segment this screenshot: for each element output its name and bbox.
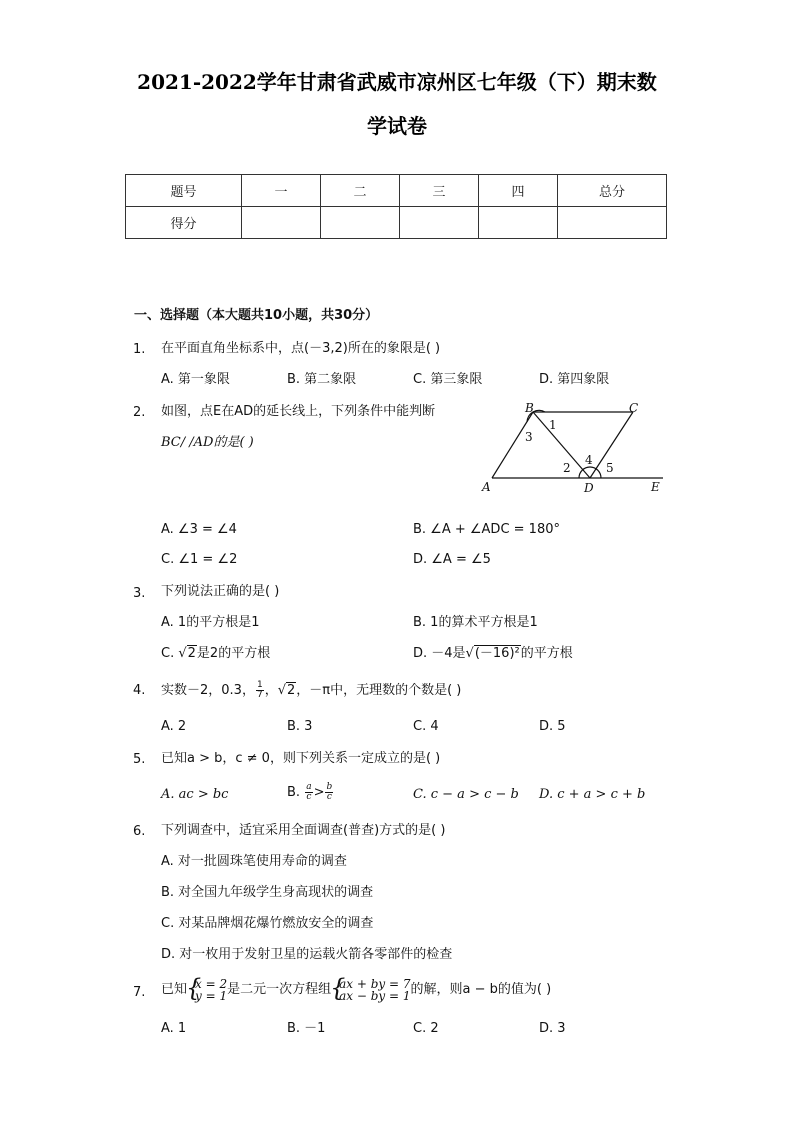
- stem-part-1: 实数－2，0.3，: [161, 683, 255, 698]
- fraction-denominator: c: [326, 792, 332, 802]
- score-cell-3[interactable]: [400, 207, 479, 239]
- option-a[interactable]: A. 对一批圆珠笔使用寿命的调查: [161, 854, 347, 869]
- sqrt-sign: √: [178, 646, 187, 661]
- option-d[interactable]: D. 3: [539, 1021, 566, 1036]
- exam-title-line1: 2021-2022学年甘肃省武威市凉州区七年级（下）期末数: [137, 70, 657, 94]
- fraction-denominator: c: [306, 792, 312, 802]
- stem-mid: 是二元一次方程组: [227, 982, 332, 997]
- sqrt-sign: √: [465, 646, 474, 661]
- question-stem: 已知a > b，c ≠ 0，则下列关系一定成立的是( ): [161, 751, 441, 766]
- angle-label-1: 1: [549, 418, 557, 432]
- header-cell-1: 一: [242, 175, 321, 207]
- option-c[interactable]: C. 第三象限: [413, 372, 483, 387]
- option-c[interactable]: C. ∠1 = ∠2: [161, 552, 238, 567]
- score-cell-total[interactable]: [558, 207, 667, 239]
- question-stem: [161, 973, 552, 1004]
- option-c[interactable]: C. 4: [413, 719, 439, 734]
- option-b[interactable]: B. ∠A + ∠ADC = 180°: [413, 522, 560, 537]
- option-a[interactable]: A. ac > bc: [161, 787, 229, 802]
- option-a[interactable]: A. ∠3 = ∠4: [161, 522, 237, 537]
- solution-x: x = 2: [195, 976, 228, 991]
- score-cell-4[interactable]: [479, 207, 558, 239]
- question-stem: 在平面直角坐标系中，点(－3,2)所在的象限是( ): [161, 341, 441, 356]
- score-cell-1[interactable]: [242, 207, 321, 239]
- left-brace: {: [330, 973, 346, 1002]
- header-cell-total: 总分: [558, 175, 667, 207]
- angle-label-4: 4: [585, 453, 593, 467]
- line-bd: [533, 412, 590, 478]
- question-number: 3.: [133, 586, 146, 601]
- question-stem-line2: BC/ /AD的是( ): [161, 435, 254, 450]
- solution-y: y = 1: [195, 988, 228, 1003]
- stem-post: 的解，则a − b的值为( ): [410, 982, 552, 997]
- equation-system: [330, 973, 411, 1003]
- equation-1: ax + by = 7: [339, 976, 411, 991]
- angle-label-3: 3: [525, 430, 533, 444]
- option-c[interactable]: C. 2: [413, 1021, 439, 1036]
- option-a[interactable]: A. 2: [161, 719, 187, 734]
- label-c: C: [629, 401, 639, 415]
- header-cell-3: 三: [400, 175, 479, 207]
- option-b[interactable]: [287, 783, 334, 802]
- angle-label-5: 5: [606, 461, 614, 475]
- label-e: E: [651, 480, 660, 494]
- option-d-label: D. －4是: [413, 646, 466, 661]
- option-c[interactable]: [161, 645, 270, 663]
- score-table-score-row: [126, 207, 667, 239]
- question-stem: 下列说法正确的是( ): [161, 584, 280, 599]
- question-number: 2.: [133, 405, 146, 420]
- exam-title-line2: 学试卷: [367, 114, 427, 138]
- label-a: A: [482, 480, 491, 494]
- option-d-tail: 的平方根: [520, 646, 573, 661]
- label-b: B: [525, 401, 534, 415]
- stem-part-3: ，－π中，无理数的个数是( ): [296, 683, 462, 698]
- fraction-a-over-c: [305, 783, 312, 802]
- greater-than: >: [313, 785, 325, 800]
- angle-label-2: 2: [563, 461, 571, 475]
- left-brace: {: [186, 973, 202, 1002]
- header-cell-2: 二: [321, 175, 400, 207]
- option-d[interactable]: D. 对一枚用于发射卫星的运载火箭各零部件的检查: [161, 947, 453, 962]
- question-stem: 下列调查中，适宜采用全面调查(普查)方式的是( ): [161, 823, 446, 838]
- header-cell-4: 四: [479, 175, 558, 207]
- option-c-tail: 是2的平方根: [196, 646, 271, 661]
- question-stem-line1: 如图，点E在AD的延长线上，下列条件中能判断: [161, 404, 436, 419]
- score-table-header-row: [126, 175, 667, 207]
- fraction-one-seventh: [256, 681, 264, 700]
- option-b[interactable]: B. 3: [287, 719, 313, 734]
- option-d[interactable]: D. ∠A = ∠5: [413, 552, 491, 567]
- fraction-numerator: 1: [256, 680, 263, 690]
- fraction-b-over-c: [325, 783, 333, 802]
- equation-2: ax − by = 1: [339, 988, 411, 1003]
- label-d: D: [584, 481, 594, 495]
- header-cell-question-no: 题号: [126, 175, 242, 207]
- option-d[interactable]: D. c + a > c + b: [539, 787, 646, 802]
- question-number: 4.: [133, 683, 146, 698]
- option-b[interactable]: B. 1的算术平方根是1: [413, 615, 538, 630]
- option-c[interactable]: C. c − a > c − b: [413, 787, 519, 802]
- option-a[interactable]: A. 1的平方根是1: [161, 615, 260, 630]
- section-heading: 一、选择题（本大题共10小题，共30分）: [134, 308, 379, 323]
- option-b-label: B.: [287, 785, 305, 800]
- score-row-label: 得分: [126, 207, 242, 239]
- stem-pre: 已知: [161, 982, 188, 997]
- parallelogram-figure: [478, 398, 668, 496]
- radicand: 2: [187, 646, 196, 661]
- option-c[interactable]: C. 对某品牌烟花爆竹燃放安全的调查: [161, 916, 374, 931]
- sqrt-sign: √: [277, 683, 286, 698]
- question-number: 6.: [133, 824, 146, 839]
- question-number: 7.: [133, 985, 146, 1000]
- option-b[interactable]: B. 对全国九年级学生身高现状的调查: [161, 885, 374, 900]
- stem-part-2: ，: [264, 683, 278, 698]
- option-a[interactable]: A. 1: [161, 1021, 187, 1036]
- fraction-numerator: a: [306, 782, 312, 792]
- question-number: 5.: [133, 752, 146, 767]
- question-stem: [161, 681, 461, 700]
- solution-system: [186, 973, 228, 1003]
- score-table: [125, 174, 667, 239]
- option-c-label: C.: [161, 646, 179, 661]
- option-d[interactable]: D. 5: [539, 719, 566, 734]
- option-d[interactable]: D. 第四象限: [539, 372, 610, 387]
- question-number: 1.: [133, 342, 146, 357]
- radicand: (－16)²: [474, 646, 520, 661]
- fraction-denominator: 7: [256, 690, 263, 700]
- score-cell-2[interactable]: [321, 207, 400, 239]
- option-b[interactable]: B. 第二象限: [287, 372, 357, 387]
- fraction-numerator: b: [326, 782, 333, 792]
- option-a[interactable]: A. 第一象限: [161, 372, 230, 387]
- option-b[interactable]: B. －1: [287, 1021, 326, 1036]
- option-d[interactable]: [413, 645, 573, 663]
- radicand: 2: [287, 683, 296, 698]
